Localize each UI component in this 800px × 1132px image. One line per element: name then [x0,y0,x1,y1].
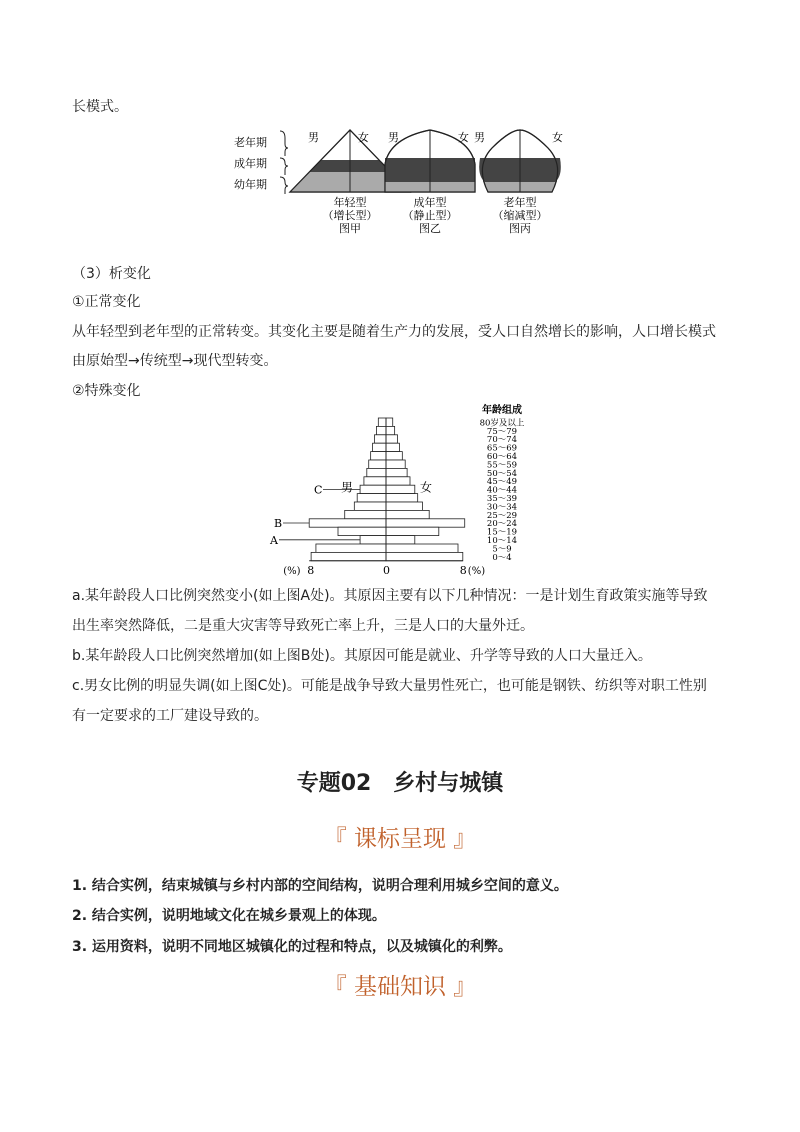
marker-a: A [270,533,278,547]
para-a-1: a.某年龄段人口比例突然变小(如上图A处)。其原因主要有以下几种情况：一是计划生育政策实施等导致 [72,588,708,604]
female-label: 女 [420,480,433,495]
age-group-label: 5～9 [492,544,512,555]
bar-male [345,510,386,518]
bar-female [386,485,415,493]
type-fig-2: 图乙 [419,222,441,235]
bar-female [386,510,429,518]
bar-male [360,485,386,493]
age-group-label: 50～54 [486,468,518,479]
age-group-label: 80岁及以上 [479,418,525,429]
age-group-label: 60～64 [486,452,518,462]
type-fig-1: 图甲 [339,222,361,235]
age-group-label: 25～29 [486,510,518,521]
requirement-3: 3. 运用资料，说明不同地区城镇化的过程和特点，以及城镇化的利弊。 [72,939,512,955]
age-group-label: 75～79 [486,426,518,437]
bar-female [386,544,458,552]
bar-female [386,426,395,434]
bar-female [386,536,415,544]
male-label: 男 [341,480,354,495]
stage-label-old: 老年期 [234,136,267,149]
tick-center: 0 [383,563,390,577]
legend-title: 年龄组成 [482,405,522,416]
age-group-label: 10～14 [486,536,518,546]
male-label: 男 [474,131,485,144]
bar-male [311,552,386,560]
age-group-label: 15～19 [486,527,518,538]
bar-female [386,452,402,460]
marker-b: B [274,517,283,530]
bar-female [386,443,399,451]
section-basics-title: 『 基础知识 』 [323,974,477,1000]
type-sub-3: （缩减型） [492,209,548,222]
bar-male [360,536,386,544]
bar-female [386,468,407,476]
stage-label-young: 幼年期 [234,178,267,191]
bar-female [386,519,465,527]
bar-male [354,502,386,510]
para-c-1: c.男女比例的明显失调(如上图C处)。可能是战争导致大量男性死亡，也可能是钢铁、纺织等对职工性别 [72,678,707,694]
bar-male [374,435,386,443]
bar-female [386,435,398,443]
population-pyramid-chart [270,404,540,577]
bar-male [378,418,386,426]
female-label: 女 [358,131,369,144]
bar-female [386,502,422,510]
bar-male [371,452,386,460]
bar-male [369,460,386,468]
male-label: 男 [388,131,399,144]
female-label: 女 [458,131,469,144]
bar-female [386,527,439,535]
type-fig-3: 图丙 [509,222,531,235]
topic-title: 专题02 乡村与城镇 [296,771,504,796]
male-label: 男 [308,131,319,144]
marker-c: C [314,483,323,497]
age-group-label: 45～49 [486,477,518,488]
type-sub-1: （增长型） [322,209,378,222]
age-group-label: 40～44 [486,485,518,496]
tick-right: 8 [459,563,467,577]
age-group-label: 65～69 [486,443,518,454]
bar-male [376,426,386,434]
para-b: b.某年龄段人口比例突然增加(如上图B处)。其原因可能是就业、升学等导致的人口大量迁入。 [72,648,652,664]
age-group-label: 70～74 [486,435,518,446]
bar-male [309,519,386,527]
bar-female [386,460,405,468]
female-label: 女 [552,131,563,144]
bar-male [338,527,386,535]
type-sub-2: （静止型） [402,209,458,222]
para-c-2: 有一定要求的工厂建设导致的。 [72,708,268,724]
bar-female [386,494,418,502]
section-3-title: （3）析变化 [72,266,151,282]
age-group-label: 35～39 [486,494,518,504]
normal-change-title: ①正常变化 [72,294,141,310]
requirement-1: 1. 结合实例，结束城镇与乡村内部的空间结构，说明合理利用城乡空间的意义。 [72,878,568,894]
age-group-label: 0～4 [492,552,512,563]
bar-female [386,418,393,426]
requirement-2: 2. 结合实例，说明地域文化在城乡景观上的体现。 [72,908,386,924]
age-group-label: 55～59 [486,460,518,471]
type-name-2: 成年型 [413,196,447,209]
type-name-3: 老年型 [503,196,537,209]
age-group-label: 30～34 [486,502,518,513]
intro-tail: 长模式。 [72,99,128,115]
normal-change-text-2: 由原始型→传统型→现代型转变。 [72,353,278,369]
normal-change-text-1: 从年轻型到老年型的正常转变。其变化主要是随着生产力的发展，受人口自然增长的影响，人口增长模式 [72,324,716,340]
bar-male [357,494,386,502]
unit-left: (%) [283,565,301,577]
bar-male [373,443,386,451]
bar-female [386,477,410,485]
bar-male [364,477,386,485]
stage-label-adult: 成年期 [234,157,267,170]
bar-male [367,468,386,476]
para-a-2: 出生率突然降低，二是重大灾害等导致死亡率上升，三是人口的大量外迁。 [72,618,534,634]
section-standards-title: 『 课标呈现 』 [323,826,477,852]
type-name-1: 年轻型 [333,196,367,209]
bar-female [386,552,463,560]
special-change-title: ②特殊变化 [72,383,141,399]
bar-male [316,544,386,552]
pyramid-types-figure [230,126,570,236]
tick-left: 8 [307,563,315,577]
age-group-label: 20～24 [486,519,518,530]
unit-right: (%) [467,565,486,577]
